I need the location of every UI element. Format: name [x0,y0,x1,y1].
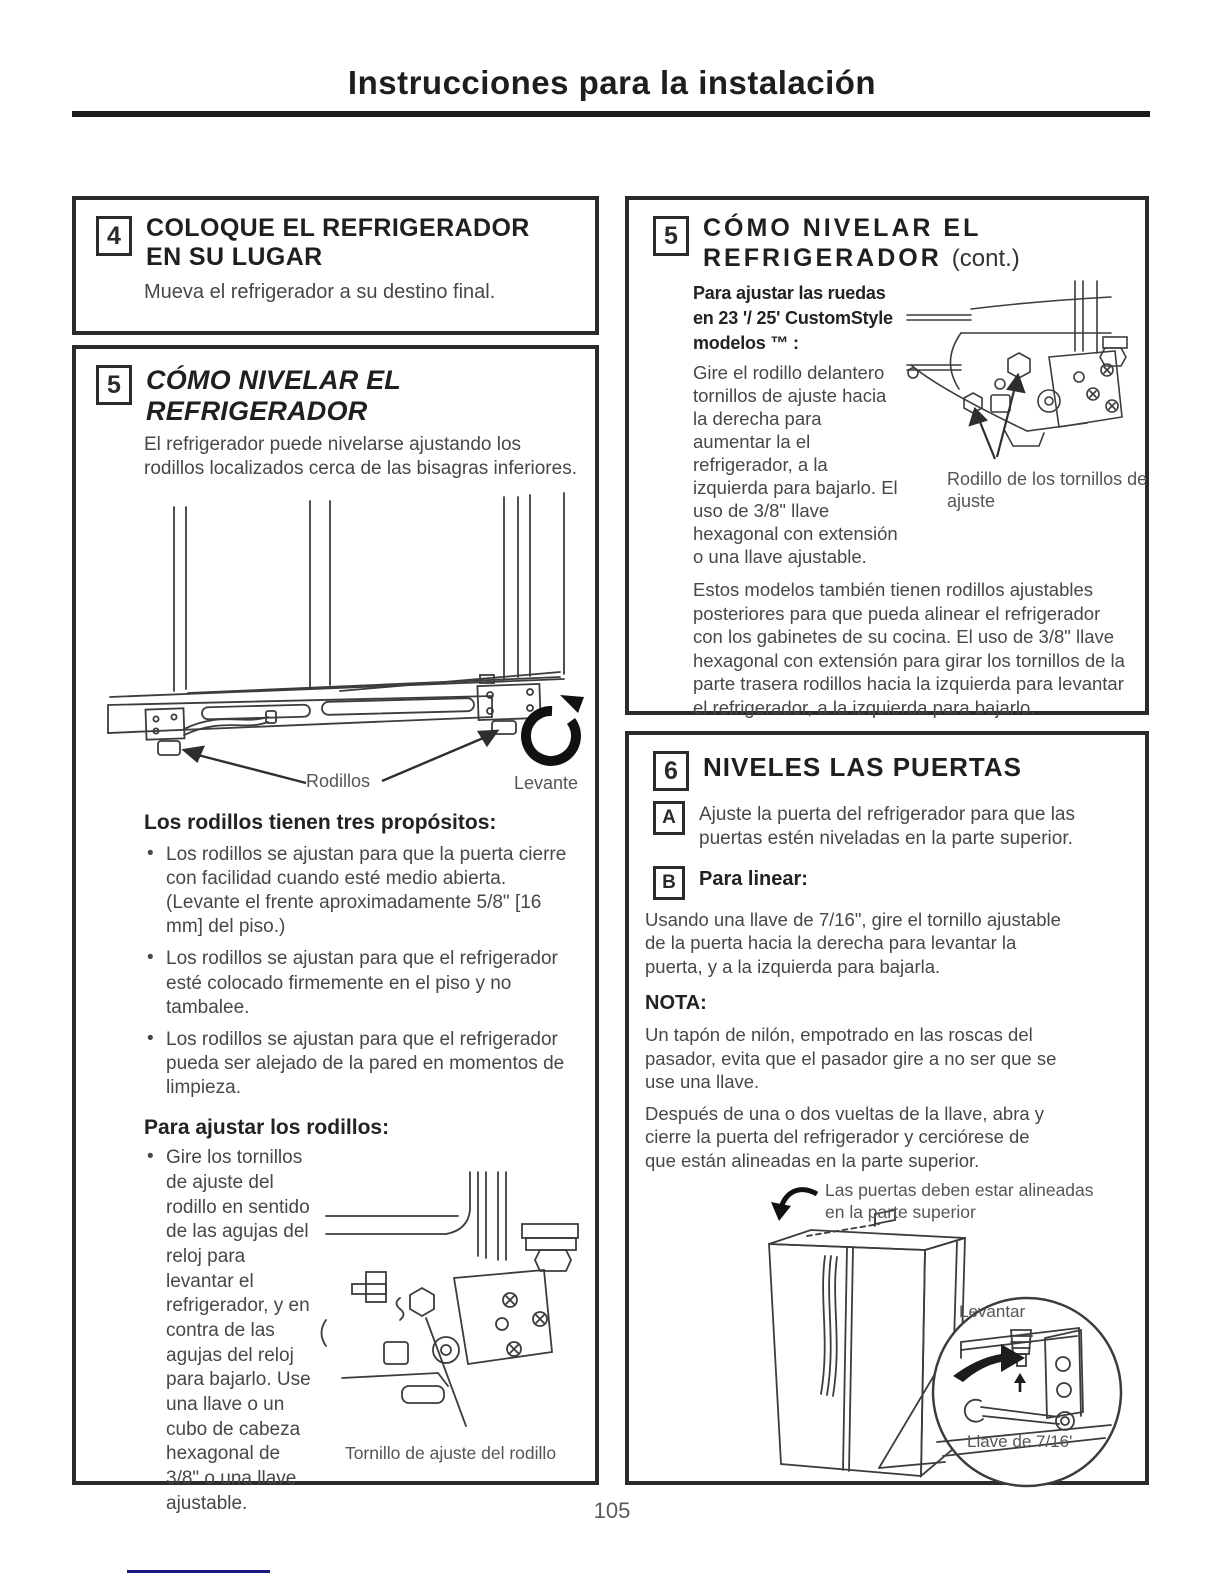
step-number-5: 5 [653,216,689,256]
step-a [653,801,1129,852]
front-roller-label: Rodillo de los tornillos de ajuste [947,469,1148,511]
section-level-refrigerator-cont [625,196,1149,718]
roller-screw-label: Tornillo de ajuste del rodillo [344,1443,557,1464]
subtitle-line: modelos ™ : [693,333,799,353]
page-number: 105 [593,1498,631,1523]
list-item: • Los rodillos se ajustan para que el refrigerador pueda ser alejado de la pared en momentos de limpieza. [144,1028,577,1100]
doors-caption-line1: Las puertas deben estar alineadas [825,1180,1094,1201]
title-underline [72,111,1150,117]
note-heading: NOTA: [645,992,707,1015]
door-alignment-figure [729,1180,1129,1494]
section-title: CÓMO NIVELAR EL REFRIGERADOR [146,365,401,426]
front-roller-illustration [907,281,1129,463]
note-paragraph: Después de una o dos vueltas de la llave, abra y cierre la puerta del refrigerador y cerciórese de que están alineadas en la parte superior. [645,1102,1045,1171]
wrench-size-label: Llave de 7/16' [967,1432,1073,1452]
step-b-heading: Para linear: [699,867,808,890]
doors-caption-line2: en la parte superior [825,1202,976,1223]
note-paragraph: Un tapón de nilón, empotrado en las roscas del pasador, evita que el pasador gire a no ser que se use una llave. [645,1024,1057,1093]
subtitle-line: Para ajustar las ruedas [693,283,886,303]
caption-arrow-icon [771,1190,817,1221]
section-title-line2: REFRIGERADOR [703,243,942,272]
footer-line [127,1570,270,1573]
section-body: Mueva el refrigerador a su destino final. [144,281,496,303]
step-b-label: B [653,866,685,900]
section-header [653,214,1129,273]
subtitle-line: en 23 '/ 25' CustomStyle [693,308,893,328]
lift-label: Levante [513,772,579,793]
list-item: • Los rodillos se ajustan para que la puerta cierre con facilidad cuando esté medio abierta. (Levante el frente aproximadamente 5/8" [16 mm] del piso.) [144,843,577,940]
section-title: NIVELES LAS PUERTAS [703,752,1023,782]
front-roller-figure [907,281,1148,533]
adjust-bullet: • Gire los tornillos de ajuste del rodillo en sentido de las agujas del reloj para levantar el refrigerador, y en contra de las agujas del reloj para bajarlo. Use una llave o un cubo de cabeza hexagonal de 3/8" o una llave ajustable. [144,1146,577,1516]
rotate-clockwise-icon [526,695,584,761]
fridge-bottom-illustration [100,491,582,797]
front-rollers-body: Gire el rodillo delantero tornillos de ajuste hacia la derecha para aumentar la el refrigerador, a la izquierda para bajarlo. El uso de 3/8" llave hexagonal con extensión o una llave ajustable. [693,362,898,567]
section-header [653,749,1129,791]
rear-rollers-body: Estos modelos también tienen rodillos ajustables posteriores para que pueda alinear el refrigerador con los gabinetes de su cocina. El uso de 3/8" llave hexagonal con extensión para girar los tornillos de la parte trasera rodillos hacia la izquierda para levantar el refrigerador, a la izquierda para bajarlo. [693,579,1125,718]
step-a-body: Ajuste la puerta del refrigerador para que las puertas estén niveladas en la parte superior. [699,804,1076,850]
section-level-doors [625,731,1149,1485]
section-header [96,214,583,272]
step-number-6: 6 [653,751,689,791]
step-b-body: Usando una llave de 7/16", gire el tornillo ajustable de la puerta hacia la derecha para levantar la puerta, y a la izquierda para bajarla. [645,908,1061,977]
step-number-5: 5 [96,365,132,405]
front-rollers-section [645,281,1148,719]
step-number-4: 4 [96,216,132,256]
rollers-label: Rodillos [306,770,371,791]
purposes-list [88,843,583,1100]
page-title: Instrucciones para la instalación [347,64,877,101]
section-title [703,214,1020,273]
section-level-refrigerator [72,345,599,1514]
section-title-suffix: (cont.) [951,244,1020,272]
purposes-heading: Los rodillos tienen tres propósitos: [144,810,497,834]
section-header [96,363,583,427]
adjust-heading: Para ajustar los rodillos: [144,1116,390,1140]
adjust-section [88,1146,583,1516]
step-a-label: A [653,801,685,835]
section-place-refrigerator [72,196,599,335]
lift-label: Levantar [959,1302,1026,1322]
step-b [653,866,1129,900]
section-title-line1: COLOQUE EL REFRIGERADOR [146,214,530,242]
section-title [146,214,530,272]
fridge-bottom-figure [100,491,582,797]
section-title-line2: EN SU LUGAR [146,243,323,271]
section-title-line1: CÓMO NIVELAR EL [703,214,982,242]
section-intro: El refrigerador puede nivelarse ajustando los rodillos localizados cerca de las bisagras inferiores. [144,434,577,479]
list-item: • Los rodillos se ajustan para que el refrigerador esté colocado firmemente en el piso y no tambalee. [144,947,577,1019]
